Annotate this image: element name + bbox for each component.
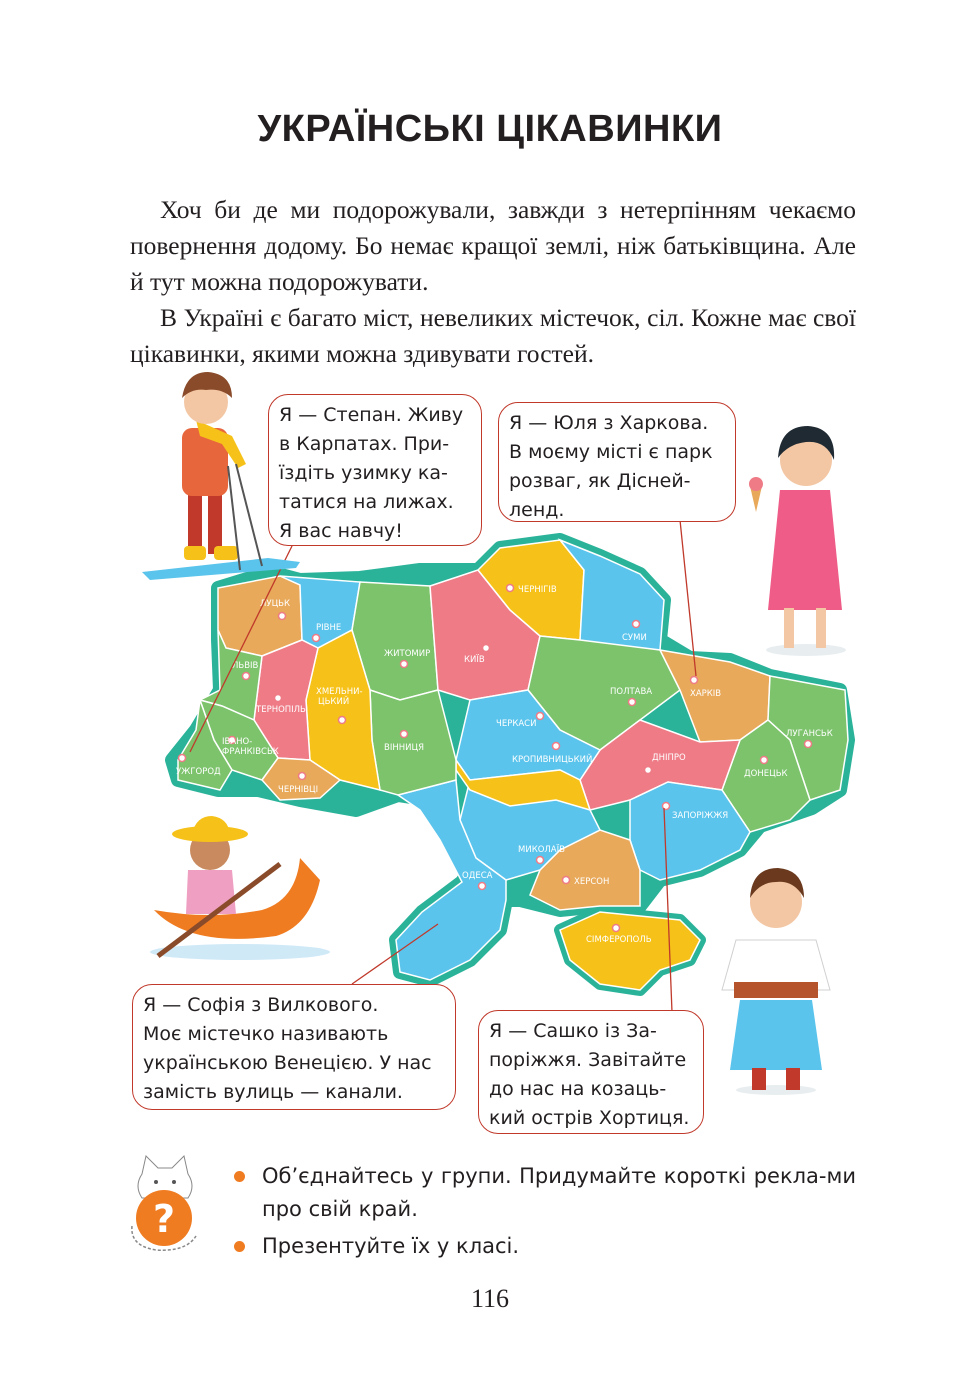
city-kropyvnytskyi: КРОПИВНИЦЬКИЙ xyxy=(512,755,593,765)
city-lutsk: ЛУЦЬК xyxy=(260,599,291,609)
bubble-sashko: Я — Сашко із За- поріжжя. Завітайте до нас на козаць- кий острів Хортиця. xyxy=(478,1010,704,1134)
city-rivne: РІВНЕ xyxy=(316,623,342,633)
bubble-yulia: Я — Юля з Харкова. В моєму місті є парк розваг, як Дісней- ленд. xyxy=(498,402,736,522)
city-dnipro: ДНІПРО xyxy=(652,753,686,763)
task-item: Презентуйте їх у класі. xyxy=(232,1230,856,1263)
bubble-stepan: Я — Степан. Живу в Карпатах. При- їздіть узимку ка- татися на лижах. Я вас навчу! xyxy=(268,394,482,546)
city-chernivtsi: ЧЕРНІВЦІ xyxy=(278,785,319,795)
city-khmelnytskyi-1: ХМЕЛЬНИ- xyxy=(316,687,363,697)
city-ternopil: ТЕРНОПІЛЬ xyxy=(256,705,306,715)
bullet-icon xyxy=(234,1241,245,1252)
city-kherson: ХЕРСОН xyxy=(574,877,610,887)
svg-text:?: ? xyxy=(152,1197,176,1241)
question-cat-icon xyxy=(126,1152,204,1254)
boy-sashko-illustration xyxy=(722,868,830,1095)
city-odesa: ОДЕСА xyxy=(462,871,493,881)
city-kharkiv: ХАРКІВ xyxy=(690,689,722,699)
city-khmelnytskyi-2: ЦЬКИЙ xyxy=(318,697,350,707)
city-cherkasy: ЧЕРКАСИ xyxy=(496,719,537,729)
paragraph-1: Хоч би де ми подорожували, завжди з нетерпінням чекаємо повернення додому. Бо немає кращої землі, ніж батьківщина. Але й тут можна подорожувати. xyxy=(130,195,856,296)
city-luhansk: ЛУГАНСЬК xyxy=(786,729,833,739)
city-poltava: ПОЛТАВА xyxy=(610,687,653,697)
girl-yulia-illustration xyxy=(749,426,846,656)
task-list xyxy=(232,1160,856,1267)
region-volyn xyxy=(218,576,302,656)
city-lviv: ЛЬВІВ xyxy=(232,661,259,671)
task-item: Об’єднайтесь у групи. Придумайте короткі рекла-ми про свій край. xyxy=(232,1160,856,1226)
page-title: УКРАЇНСЬКІ ЦІКАВИНКИ xyxy=(257,108,723,150)
city-kyiv: КИЇВ xyxy=(464,655,485,665)
paragraph-2: В Україні є багато міст, невеликих містечок, сіл. Кожне має свої цікавинки, якими можна здивувати гостей. xyxy=(130,303,856,368)
city-zhytomyr: ЖИТОМИР xyxy=(384,649,431,659)
city-donetsk: ДОНЕЦЬК xyxy=(744,769,788,779)
page-number: 116 xyxy=(470,1284,510,1313)
city-zaporizhzhia: ЗАПОРІЖЖЯ xyxy=(672,811,729,821)
city-simferopol: СІМФЕРОПОЛЬ xyxy=(586,935,652,945)
city-ivano-2: ФРАНКІВСЬК xyxy=(222,747,279,757)
city-uzhhorod: УЖГОРОД xyxy=(176,767,221,777)
city-mykolaiv: МИКОЛАЇВ xyxy=(518,845,565,855)
girl-canoe-illustration xyxy=(150,816,330,960)
region-crimea xyxy=(560,912,700,990)
city-sumy: СУМИ xyxy=(622,633,647,643)
city-ivano-1: ІВАНО- xyxy=(222,737,253,747)
bubble-sofia: Я — Софія з Вилкового. Моє містечко називають українською Венецією. У нас замість вулиць — канали. xyxy=(132,984,456,1110)
city-vinnytsia: ВІННИЦЯ xyxy=(384,743,424,753)
city-chernihiv: ЧЕРНІГІВ xyxy=(518,585,557,595)
bullet-icon xyxy=(234,1171,245,1182)
